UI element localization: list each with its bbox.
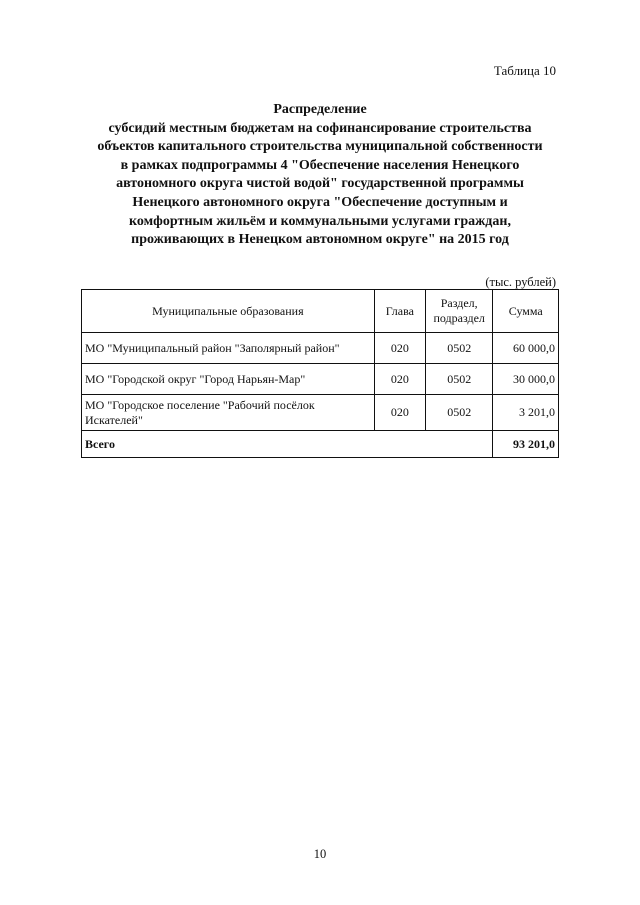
header-section-line1: Раздел,	[440, 296, 478, 310]
title-line: автономного округа чистой водой" государственной программы	[116, 176, 524, 192]
cell-section: 0502	[425, 364, 493, 395]
total-amount: 93 201,0	[493, 431, 559, 458]
cell-amount: 60 000,0	[493, 333, 559, 364]
cell-section: 0502	[425, 333, 493, 364]
title-line: Ненецкого автономного округа "Обеспечение доступным и	[132, 194, 508, 210]
cell-chapter: 020	[374, 395, 425, 431]
cell-municipality: МО "Городской округ "Город Нарьян-Мар"	[82, 364, 375, 395]
table-row	[82, 333, 559, 364]
title-line: проживающих в Ненецком автономном округе" на 2015 год	[131, 232, 509, 248]
units-note: (тыс. рублей)	[485, 275, 556, 289]
table-number-label: Таблица 10	[493, 63, 556, 78]
title-line: в рамках подпрограммы 4 "Обеспечение населения Ненецкого	[120, 157, 520, 173]
total-label: Всего	[82, 431, 493, 458]
header-section-line2: подраздел	[433, 311, 485, 325]
title-line: объектов капитального строительства муниципальной собственности	[97, 139, 543, 155]
header-municipality: Муниципальные образования	[82, 290, 375, 333]
subsidy-table	[81, 289, 559, 458]
page-number: 10	[313, 847, 327, 861]
table-row	[82, 364, 559, 395]
title-line: Распределение	[273, 102, 367, 117]
header-chapter: Глава	[374, 290, 425, 333]
cell-municipality: МО "Муниципальный район "Заполярный район"	[82, 333, 375, 364]
table-total-row	[82, 431, 559, 458]
table-header-row	[82, 290, 559, 333]
title-line: субсидий местным бюджетам на софинансирование строительства	[108, 120, 532, 136]
table-row	[82, 395, 559, 431]
cell-amount: 30 000,0	[493, 364, 559, 395]
cell-chapter: 020	[374, 364, 425, 395]
cell-amount: 3 201,0	[493, 395, 559, 431]
header-section	[425, 290, 493, 333]
title-line: комфортным жильём и коммунальными услугами граждан,	[129, 213, 511, 229]
document-title	[70, 101, 570, 250]
cell-chapter: 020	[374, 333, 425, 364]
cell-municipality: МО "Городское поселение "Рабочий посёлок Искателей"	[82, 395, 375, 431]
header-amount: Сумма	[493, 290, 559, 333]
cell-section: 0502	[425, 395, 493, 431]
